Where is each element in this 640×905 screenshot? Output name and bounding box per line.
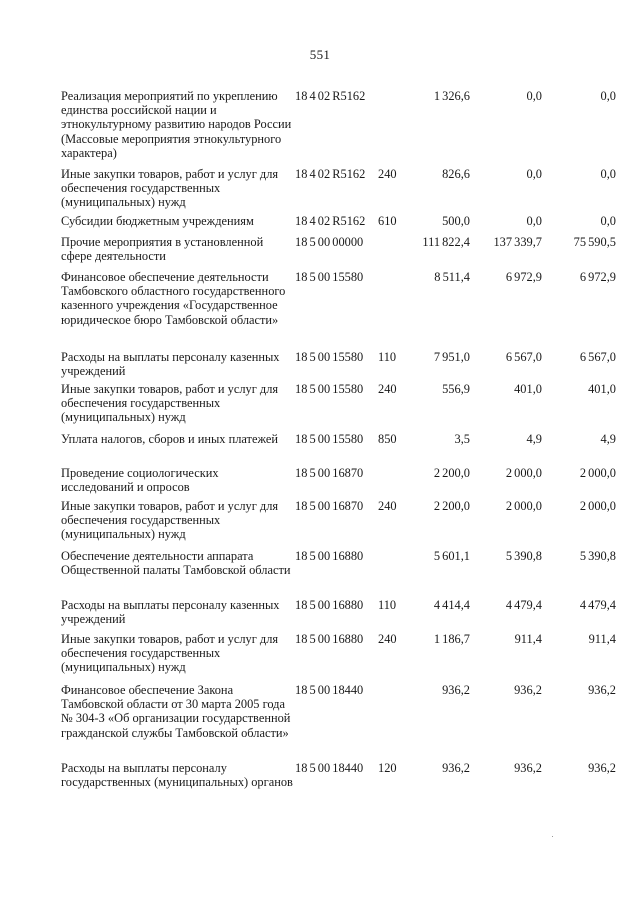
row-value-2: 5 390,8: [505, 549, 542, 563]
row-value-2: 2 000,0: [505, 499, 542, 513]
row-value-3: 0,0: [600, 214, 616, 228]
row-value-1: 556,9: [442, 382, 470, 396]
row-value-3: 6 567,0: [579, 350, 616, 364]
row-expense-type: 240: [378, 499, 397, 513]
row-value-2: 4 479,4: [505, 598, 542, 612]
row-value-1: 7 951,0: [433, 350, 470, 364]
row-value-2: 401,0: [514, 382, 542, 396]
row-value-3: 2 000,0: [579, 499, 616, 513]
row-value-3: 5 390,8: [579, 549, 616, 563]
row-expense-type: 850: [378, 432, 397, 446]
row-name: Расходы на выплаты персоналу казенных учреждений: [61, 598, 280, 627]
row-code: 18 5 00 16870: [295, 499, 364, 513]
row-name: Реализация мероприятий по укреплению единства российской нации и этнокультурному развитию народов России (Массовые мероприятия этнокультурного характера): [61, 89, 292, 160]
row-value-3: 2 000,0: [579, 466, 616, 480]
row-value-1: 2 200,0: [433, 499, 470, 513]
row-code: 18 5 00 15580: [295, 382, 364, 396]
row-value-2: 4,9: [526, 432, 542, 446]
row-value-3: 911,4: [588, 632, 616, 646]
row-value-1: 2 200,0: [433, 466, 470, 480]
row-name: Расходы на выплаты персоналу казенных учреждений: [61, 350, 280, 379]
row-code: 18 5 00 16880: [295, 598, 364, 612]
row-name: Финансовое обеспечение деятельности Тамбовского областного государственного казенного учреждения «Государственное юридическое бюро Тамбовской области»: [61, 270, 286, 327]
row-code: 18 5 00 00000: [295, 235, 364, 249]
row-value-3: 0,0: [600, 167, 616, 181]
row-code: 18 4 02 R5162: [295, 89, 366, 103]
row-value-2: 936,2: [514, 683, 542, 697]
row-name: Иные закупки товаров, работ и услуг для обеспечения государственных (муниципальных) нужд: [61, 382, 279, 425]
row-name: Субсидии бюджетным учреждениям: [61, 214, 254, 228]
row-name: Финансовое обеспечение Закона Тамбовской области от 30 марта 2005 года № 304-З «Об организации государственной гражданской службы Тамбовской области»: [61, 683, 291, 740]
row-name: Обеспечение деятельности аппарата Общественной палаты Тамбовской области: [61, 549, 291, 578]
row-value-3: 401,0: [588, 382, 616, 396]
row-value-1: 500,0: [442, 214, 470, 228]
row-value-3: 75 590,5: [573, 235, 616, 249]
row-value-1: 936,2: [442, 761, 470, 775]
row-name: Уплата налогов, сборов и иных платежей: [61, 432, 279, 446]
row-expense-type: 110: [378, 598, 397, 612]
row-name: Проведение социологических исследований и опросов: [61, 466, 219, 495]
row-value-1: 111 822,4: [422, 235, 470, 249]
row-code: 18 4 02 R5162: [295, 214, 366, 228]
row-value-3: 0,0: [600, 89, 616, 103]
row-expense-type: 110: [378, 350, 397, 364]
row-code: 18 5 00 15580: [295, 432, 364, 446]
row-value-2: 0,0: [526, 89, 542, 103]
row-value-2: 0,0: [526, 167, 542, 181]
row-code: 18 5 00 16880: [295, 549, 364, 563]
row-value-1: 8 511,4: [434, 270, 470, 284]
row-value-1: 1 186,7: [433, 632, 470, 646]
row-value-2: 936,2: [514, 761, 542, 775]
row-value-1: 5 601,1: [433, 549, 470, 563]
row-value-1: 1 326,6: [433, 89, 470, 103]
row-value-3: 4 479,4: [579, 598, 616, 612]
row-value-2: 2 000,0: [505, 466, 542, 480]
row-value-1: 4 414,4: [433, 598, 470, 612]
row-value-2: 0,0: [526, 214, 542, 228]
page-number: 551: [309, 47, 331, 62]
row-code: 18 5 00 15580: [295, 270, 364, 284]
row-name: Иные закупки товаров, работ и услуг для обеспечения государственных (муниципальных) нужд: [61, 499, 279, 542]
scan-speck: [552, 836, 553, 837]
row-expense-type: 240: [378, 382, 397, 396]
row-code: 18 5 00 18440: [295, 761, 364, 775]
row-value-3: 936,2: [588, 761, 616, 775]
row-code: 18 5 00 16880: [295, 632, 364, 646]
row-expense-type: 610: [378, 214, 397, 228]
row-value-1: 936,2: [442, 683, 470, 697]
row-expense-type: 240: [378, 632, 397, 646]
row-code: 18 5 00 15580: [295, 350, 364, 364]
row-expense-type: 120: [378, 761, 397, 775]
row-value-3: 6 972,9: [579, 270, 616, 284]
row-value-2: 6 972,9: [505, 270, 542, 284]
row-value-1: 826,6: [442, 167, 470, 181]
row-name: Иные закупки товаров, работ и услуг для обеспечения государственных (муниципальных) нужд: [61, 632, 279, 675]
row-value-1: 3,5: [454, 432, 470, 446]
row-value-2: 911,4: [514, 632, 542, 646]
row-code: 18 5 00 18440: [295, 683, 364, 697]
row-expense-type: 240: [378, 167, 397, 181]
row-value-2: 6 567,0: [505, 350, 542, 364]
row-name: Прочие мероприятия в установленной сфере деятельности: [61, 235, 264, 264]
row-name: Расходы на выплаты персоналу государственных (муниципальных) органов: [61, 761, 293, 790]
row-code: 18 5 00 16870: [295, 466, 364, 480]
row-code: 18 4 02 R5162: [295, 167, 366, 181]
row-value-3: 4,9: [600, 432, 616, 446]
row-value-2: 137 339,7: [493, 235, 542, 249]
row-name: Иные закупки товаров, работ и услуг для обеспечения государственных (муниципальных) нужд: [61, 167, 279, 210]
row-value-3: 936,2: [588, 683, 616, 697]
